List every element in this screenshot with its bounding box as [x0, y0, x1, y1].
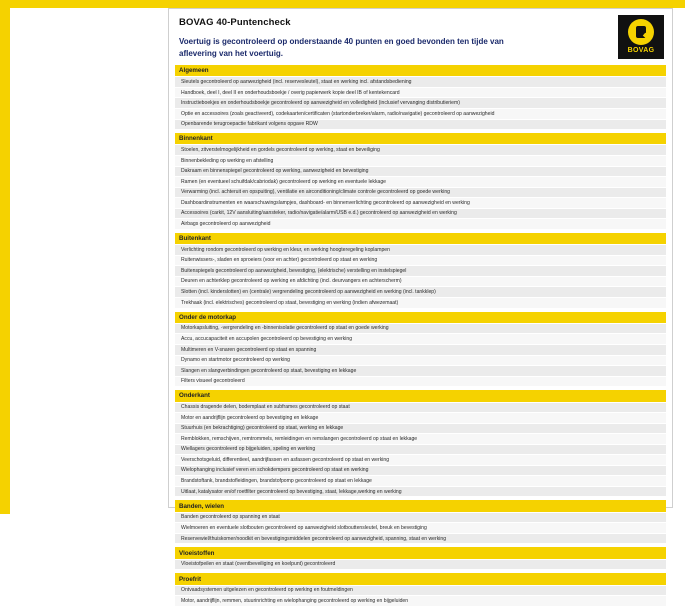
table-row: Ontvaadsystemen uitgelezen en gecontroleerd op werking en foutmeldingen	[175, 586, 666, 597]
logo-label: BOVAG	[627, 47, 655, 54]
table-row: Brandstoftank, brandstofleidingen, brandstofpomp gecontroleerd op staat en lekkage	[175, 476, 666, 487]
table-row: Stuurhuis (en bekrachtiging) gecontroleerd op staat, werking en lekkage	[175, 424, 666, 435]
table-row: Multimeren en V-snaren gecontroleerd op staat en spanning	[175, 345, 666, 356]
table-row: Chassis dragende delen, bodemplaat en subframes gecontroleerd op staat	[175, 403, 666, 414]
table-row: Slotten (incl. kinderslotten) en (centrale) vergrendeling gecontroleerd op aanwezigheid en werking (incl. tankklep)	[175, 287, 666, 298]
table-row: Wielophanging inclusief veren en schokdempers gecontroleerd op staat en werking	[175, 466, 666, 477]
checklist-table	[169, 65, 672, 614]
left-accent-bar	[0, 0, 10, 514]
table-row: Uitlaat, katalysator en/of roetfilter gecontroleerd op bevestiging, staat, lekkage,werking en werking	[175, 487, 666, 498]
checklist-sheet	[168, 8, 673, 604]
table-row: Dashboardinstrumenten en waarschuwingslampjes, dashboard- en binnenverlichting gecontroleerd op aanwezigheid en werking	[175, 198, 666, 209]
table-row: Sleutels gecontroleerd op aanwezigheid (incl. reservesleutel), staat en werking incl. afstandsbediening	[175, 77, 666, 88]
magnifier-icon	[628, 19, 654, 45]
top-accent-bar	[0, 0, 685, 8]
table-row: Motorkapsluiting, -vergrendeling en -binnenisolatie gecontroleerd op staat en goede werking	[175, 324, 666, 335]
table-row: Banden gecontroleerd op spanning en staat	[175, 513, 666, 524]
table-row: Wielmoeren en eventuele slotbouten gecontroleerd op aanwezigheid slotbouttensleutel, breuk en bevestiging	[175, 523, 666, 534]
group-header: Binnenkant	[175, 133, 666, 145]
table-row: Accu, accucapaciteit en accupolen gecontroleerd op bevestiging en werking	[175, 334, 666, 345]
table-row: Accessoires (carkit, 12V aansluiting/aansteker, radio/navigatie/alarm/USB e.d.) gecontroleerd op aanwezigheid en werking	[175, 209, 666, 220]
bovag-logo	[618, 15, 664, 59]
table-row: Vloeistofpeilen en staat (oventbeveiliging en koelpunt) gecontroleerd	[175, 560, 666, 571]
table-row: Ruitenwissers-, sladen en sproeiers (voor en achter) gecontroleerd op staat en werking	[175, 256, 666, 267]
group-header: Onderkant	[175, 390, 666, 402]
group-header: Banden, wielen	[175, 500, 666, 512]
group-spacer	[175, 607, 666, 610]
table-row: Verwarming (incl. achteruit en opspuiting), ventilatie en airconditioning/climate controle gecontroleerd op goede werking	[175, 188, 666, 199]
page-title: BOVAG 40-Puntencheck	[179, 17, 291, 28]
table-row: Instructieboekjes en onderhoudsboekje gecontroleerd op aanwezigheid en volledigheid (inclusief vervanging distributieriem)	[175, 98, 666, 109]
table-row: Binnenbekleding op werking en afstelling	[175, 156, 666, 167]
group-header: Proefrit	[175, 573, 666, 585]
group-header: Vloeistoffen	[175, 547, 666, 559]
table-row: Motor en aandrijflijn gecontroleerd op bevestiging en lekkage	[175, 413, 666, 424]
table-row: Motor, aandrijflijn, remmen, stuurinrichting en wielophanging gecontroleerd op werking en bijgeluiden	[175, 596, 666, 607]
table-row: Airbags gecontroleerd op aanwezigheid	[175, 219, 666, 230]
table-row: Trekhaak (incl. elektrisches) gecontroleerd op staat, bevestiging en werking (indien afwezemaat)	[175, 298, 666, 309]
table-row: Openbarende terugroepactie fabrikant volgens opgave RDW	[175, 120, 666, 131]
table-row: Handboek, deel I, deel II en onderhoudsboekje / overig papierwerk kopie deel IB of kentekencard	[175, 88, 666, 99]
table-row: Buitenspiegels gecontroleerd op aanwezigheid, bevestiging, (elektrische) verstelling en instelspiegel	[175, 266, 666, 277]
table-row: Filters visueel gecontroleerd	[175, 377, 666, 388]
table-row: Veerschotsgeluid, differentieel, aandrijfassen en asfassen gecontroleerd op staat en werking	[175, 455, 666, 466]
table-row: Reservewiel/thuiskomer/noodkit en bevestigingsmiddelen gecontroleerd op aanwezigheid, spanning, staat en werking	[175, 534, 666, 545]
table-row: Ramen (en eventueel schuifdak/cabriodak) gecontroleerd op werking en eventuele lekkage	[175, 177, 666, 188]
group-header: Algemeen	[175, 65, 666, 77]
group-header: Onder de motorkap	[175, 312, 666, 324]
table-row: Stoelen, zitverstelmogelijkheid en gordels gecontroleerd op werking, staat en beveiliging	[175, 145, 666, 156]
document-header	[169, 9, 672, 65]
table-row: Wiellagers gecontroleerd op bijgeluiden, speling en werking	[175, 445, 666, 456]
table-row: Verlichting rondom gecontroleerd op werking en kleur, en werking hoogteregeling koplampen	[175, 245, 666, 256]
table-row: Slangen en slangverbindingen gecontroleerd op staat, bevestiging en lekkage	[175, 366, 666, 377]
group-header: Buitenkant	[175, 233, 666, 245]
table-row: Dynamo en startmotor gecontroleerd op werking	[175, 356, 666, 367]
table-row: Dakraam en binnenspiegel gecontroleerd op werking, aanwezigheid en bevestiging	[175, 167, 666, 178]
table-row: Remblokken, remschijven, remtrommels, remleidingen en remslangen gecontroleerd op staat en lekkage	[175, 434, 666, 445]
document-subtitle: Voertuig is gecontroleerd op onderstaande 40 punten en goed bevonden ten tijde van aflevering van het voertuig.	[179, 37, 504, 58]
table-row: Deuren en achterklep gecontroleerd op werking en afdichting (incl. deurvangers en achterscherm)	[175, 277, 666, 288]
table-row: Optie en accessoires (zoals geactiveerd), codekaarten/certificaten (startonderbreker/alarm, radio/navigatie) gecontroleerd op aanwezigheid	[175, 109, 666, 120]
